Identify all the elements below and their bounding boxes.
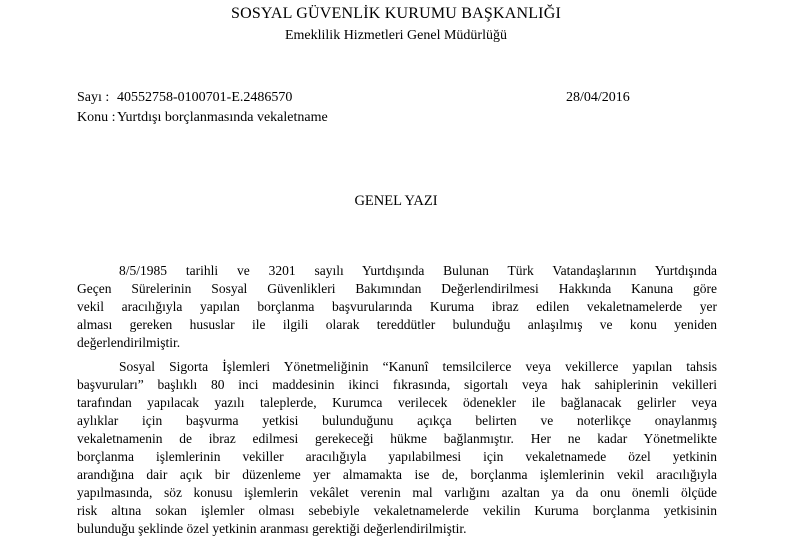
paragraph-2-line: arandığına dair açık bir düzenleme yer almamakta ise de, borçlanma işlemlerinin vekil aracılığıyla [77, 467, 717, 482]
paragraph-1-line: vekil aracılığıyla yapılan borçlanma başvurularında Kuruma ibraz edilen vekaletnamelerde yer [77, 299, 717, 314]
paragraph-2-line: başvuruları” başlıklı 80 inci maddesinin ikinci fıkrasında, sigortalı veya hak sahiplerinin vekilleri [77, 377, 717, 392]
paragraph-2-line: bulunduğu şeklinde özel yetkinin aranması gerektiği değerlendirilmiştir. [77, 521, 467, 536]
paragraph-2-line: yapılmasında, söz konusu işlemlerin vekâlet verenin mal varlığını azaltan ya da onu önemli ölçüde [77, 485, 717, 500]
konu-label: Konu : [77, 110, 116, 125]
paragraph-1-line: alması gereken hususlar ile ilgili olarak tereddütler bulunduğu anlaşılmış ve konu yeniden [77, 317, 717, 332]
organization-title: SOSYAL GÜVENLİK KURUMU BAŞKANLIĞI [230, 5, 561, 22]
paragraph-1-line: 8/5/1985 tarihli ve 3201 sayılı Yurtdışında Bulunan Türk Vatandaşlarının Yurtdışında [119, 263, 717, 278]
paragraph-1-line: Geçen Sürelerinin Sosyal Güvenlikleri Bakımından Değerlendirilmesi Hakkında Kanuna göre [77, 281, 717, 296]
paragraph-2-line: tarafından yapılacak yazılı taleplerde, Kurumca verilecek ödenekler ile bağlanacak gelirler veya [77, 395, 717, 410]
paragraph-2-line: aylıklar için başvurma yetkisi bulunduğunu açıkça belirten ve noterlikçe onaylanmış [77, 413, 717, 428]
sayi-value: 40552758-0100701-E.2486570 [117, 90, 293, 105]
document-heading: GENEL YAZI [354, 193, 438, 209]
sayi-label: Sayı : [77, 90, 110, 105]
paragraph-2-line: vekaletnamenin de ibraz edilmesi gerekeceği hükme bağlanmıştır. Her ne kadar Yönetmelikte [77, 431, 717, 446]
document-date: 28/04/2016 [566, 90, 630, 105]
paragraph-2-line: risk altına sokan işlemler olması sebebiyle vekaletnamelerde vekilin Kuruma borçlanma yetkisinin [77, 503, 717, 518]
konu-value: Yurtdışı borçlanmasında vekaletname [117, 110, 328, 125]
department-subtitle: Emeklilik Hizmetleri Genel Müdürlüğü [284, 28, 507, 43]
paragraph-2-line: Sosyal Sigorta İşlemleri Yönetmeliğinin “Kanunî temsilcilerce veya vekillerce yapılan tahsis [119, 359, 717, 374]
paragraph-2-line: borçlanma işlemlerinin vekiller aracılığıyla yapılabilmesi için vekaletnamede özel yetkinin [77, 449, 717, 464]
paragraph-1-line: değerlendirilmiştir. [77, 335, 181, 350]
